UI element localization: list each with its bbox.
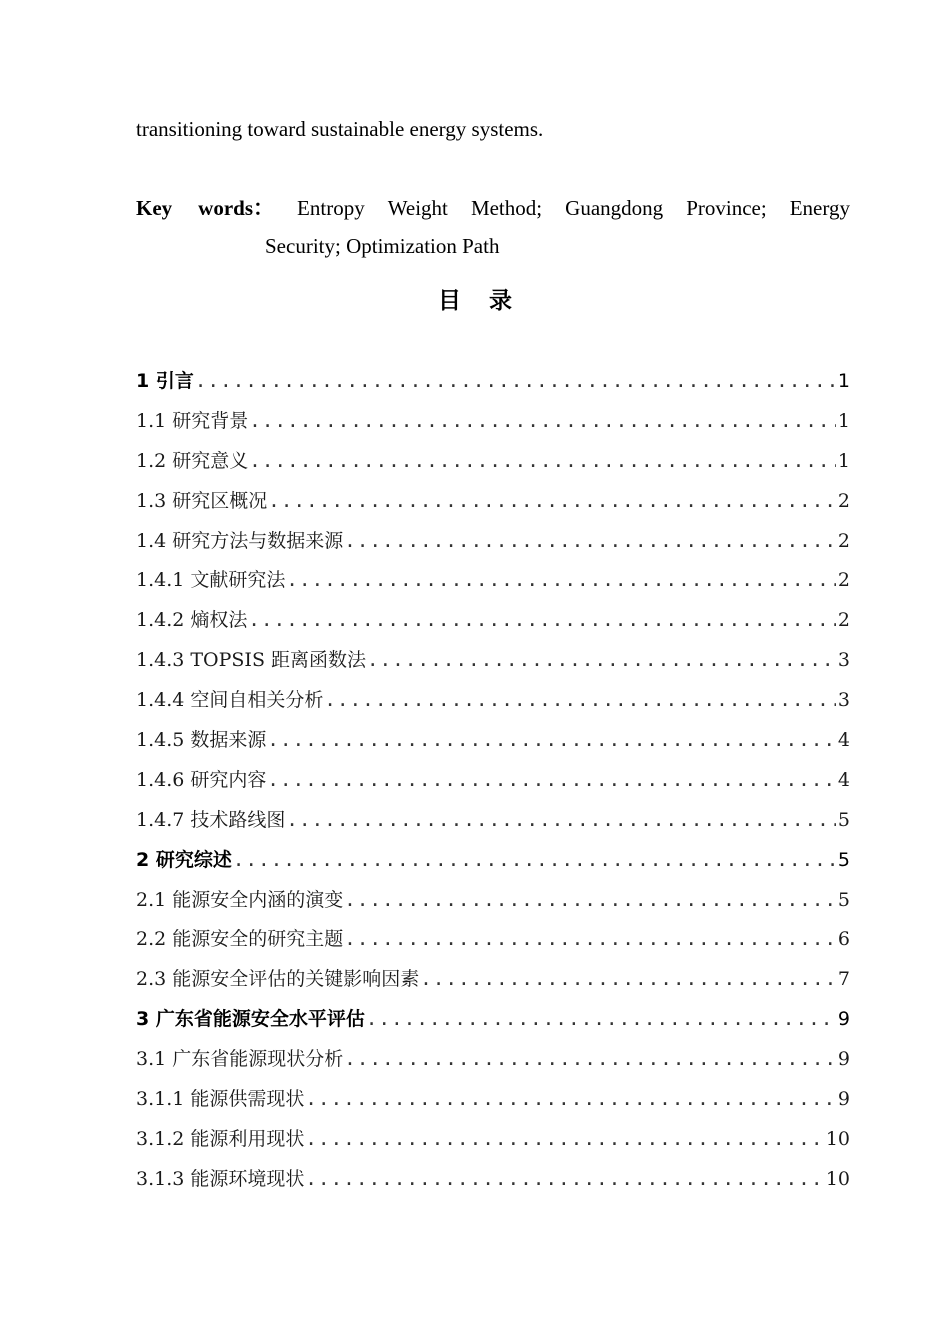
toc-entry-title: 1.4.7 技术路线图 [136, 808, 286, 831]
toc-entry[interactable] [136, 801, 850, 841]
toc-dot-leader [344, 881, 836, 921]
toc-dot-leader [267, 761, 836, 801]
toc-entry-page-number: 10 [825, 1127, 850, 1150]
keyword-term: Entropy [297, 196, 365, 220]
toc-dot-leader [305, 1160, 823, 1200]
toc-entry-title: 1.4.6 研究内容 [136, 768, 267, 791]
keyword-term: Weight [387, 196, 448, 220]
toc-dot-leader [233, 841, 836, 881]
toc-dot-leader [366, 1000, 836, 1040]
abstract-closing-sentence: transitioning toward sustainable energy systems. [136, 117, 544, 141]
toc-entry-title: 2.2 能源安全的研究主题 [136, 928, 344, 951]
keyword-term: Method; [470, 196, 543, 220]
toc-entry-page-number: 10 [825, 1167, 850, 1190]
toc-entry[interactable] [136, 761, 850, 801]
toc-dot-leader [248, 601, 836, 641]
toc-entry-page-number: 3 [837, 689, 850, 712]
toc-entry-title: 3.1.2 能源利用现状 [136, 1127, 305, 1150]
toc-entry[interactable] [136, 1120, 850, 1160]
toc-entry-title: 1.2 研究意义 [136, 449, 249, 472]
toc-entry[interactable] [136, 561, 850, 601]
keywords-label-key: Key [136, 196, 173, 220]
toc-entry-title: 3.1.3 能源环境现状 [136, 1167, 305, 1190]
toc-entry[interactable] [136, 681, 850, 721]
toc-entry[interactable] [136, 1160, 850, 1200]
toc-entry[interactable] [136, 1000, 850, 1040]
toc-dot-leader [344, 1040, 836, 1080]
toc-entry-page-number: 1 [837, 370, 850, 392]
toc-entry-title: 1.4.1 文献研究法 [136, 569, 286, 592]
toc-entry-title: 3.1.1 能源供需现状 [136, 1088, 305, 1111]
toc-dot-leader [344, 522, 836, 562]
toc-dot-leader [305, 1080, 836, 1120]
toc-dot-leader [420, 960, 836, 1000]
toc-entry[interactable] [136, 482, 850, 522]
toc-dot-leader [286, 801, 836, 841]
toc-entry-page-number: 9 [837, 1008, 850, 1031]
toc-dot-leader [324, 681, 836, 721]
keywords-line-2: Security; Optimization Path [265, 234, 500, 258]
toc-entry[interactable] [136, 960, 850, 1000]
toc-entry-page-number: 3 [837, 649, 850, 672]
toc-dot-leader [305, 1120, 823, 1160]
toc-entry-page-number: 4 [837, 768, 850, 791]
keyword-term: Energy [789, 196, 850, 220]
keywords-label-words: words： [198, 196, 274, 220]
toc-entry[interactable] [136, 881, 850, 921]
toc-entry-page-number: 9 [837, 1048, 850, 1071]
toc-entry-title: 1.4.3 TOPSIS 距离函数法 [136, 649, 366, 672]
toc-entry[interactable] [136, 362, 850, 402]
toc-entry-title: 1.4.4 空间自相关分析 [136, 689, 324, 712]
keywords-block [136, 193, 850, 261]
toc-entry-title: 2.1 能源安全内涵的演变 [136, 888, 344, 911]
toc-dot-leader [268, 482, 836, 522]
toc-dot-leader [249, 442, 836, 482]
toc-entry-title: 1.4.5 数据来源 [136, 729, 267, 752]
toc-entry-page-number: 2 [837, 489, 850, 512]
toc-entry-page-number: 1 [837, 409, 850, 432]
toc-entry-page-number: 2 [837, 529, 850, 552]
toc-entry[interactable] [136, 1040, 850, 1080]
keywords-line-1 [136, 193, 850, 223]
toc-dot-leader [249, 402, 836, 442]
toc-entry-title: 1.4.2 熵权法 [136, 609, 248, 632]
toc-entry-title: 3 广东省能源安全水平评估 [136, 1008, 365, 1031]
toc-entry-page-number: 5 [837, 848, 850, 871]
toc-title: 目录 [438, 288, 540, 314]
toc-dot-leader [195, 362, 836, 402]
toc-entry-page-number: 6 [837, 928, 850, 951]
toc-entry-page-number: 9 [837, 1088, 850, 1111]
toc-dot-leader [267, 721, 836, 761]
toc-entry[interactable] [136, 402, 850, 442]
toc-entry-page-number: 2 [837, 609, 850, 632]
toc-entry[interactable] [136, 442, 850, 482]
toc-entry-title: 2 研究综述 [136, 848, 232, 871]
toc-dot-leader [367, 641, 836, 681]
toc-entry-title: 1.1 研究背景 [136, 409, 249, 432]
toc-entry-title: 1.3 研究区概况 [136, 489, 268, 512]
toc-entry-title: 3.1 广东省能源现状分析 [136, 1048, 344, 1071]
toc-entry[interactable] [136, 641, 850, 681]
toc-entry[interactable] [136, 920, 850, 960]
toc-dot-leader [344, 920, 836, 960]
toc-entry-page-number: 2 [837, 569, 850, 592]
toc-entry[interactable] [136, 522, 850, 562]
keyword-term: Province; [686, 196, 767, 220]
toc-entry-page-number: 4 [837, 729, 850, 752]
toc-entry-page-number: 7 [837, 968, 850, 991]
toc-entry-title: 2.3 能源安全评估的关键影响因素 [136, 968, 420, 991]
toc-entry-title: 1.4 研究方法与数据来源 [136, 529, 344, 552]
keyword-term: Guangdong [565, 196, 664, 220]
toc-entry-page-number: 5 [837, 808, 850, 831]
keywords-label [136, 193, 274, 223]
toc-entry-page-number: 5 [837, 888, 850, 911]
toc-entry-page-number: 1 [837, 449, 850, 472]
table-of-contents [136, 362, 850, 1200]
toc-entry[interactable] [136, 721, 850, 761]
toc-dot-leader [286, 561, 836, 601]
toc-entry[interactable] [136, 601, 850, 641]
toc-entry-title: 1 引言 [136, 370, 194, 392]
toc-entry[interactable] [136, 1080, 850, 1120]
toc-entry[interactable] [136, 841, 850, 881]
